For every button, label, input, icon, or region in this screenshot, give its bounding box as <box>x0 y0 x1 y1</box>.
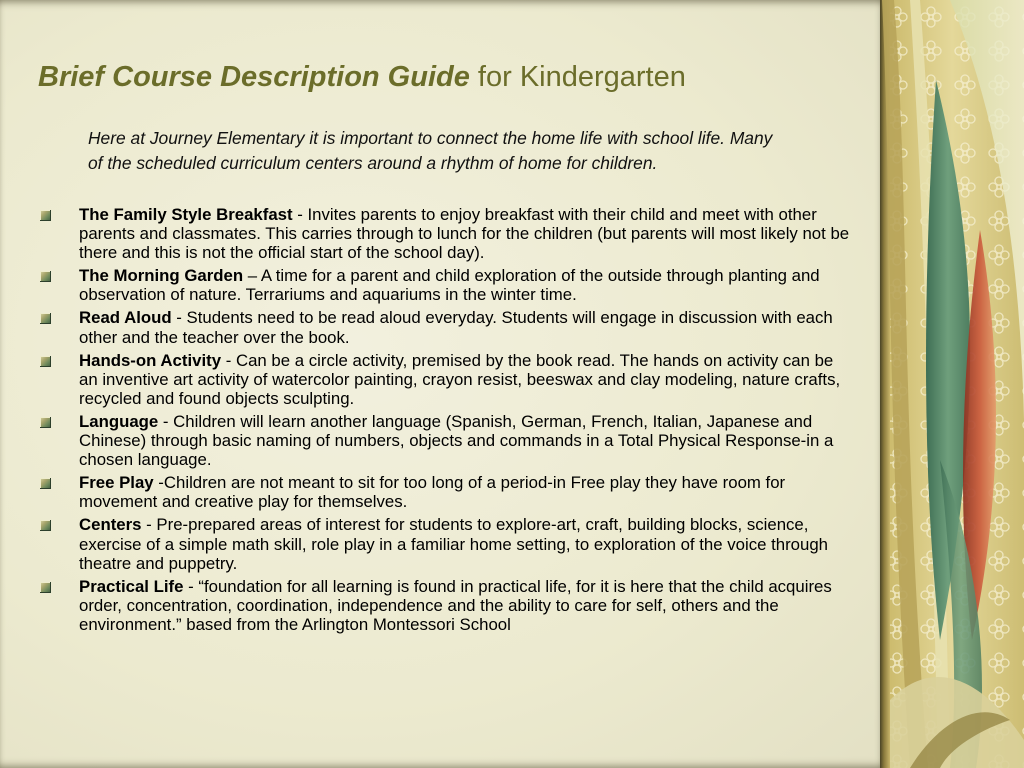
bullet-text: - Students need to be read aloud everyday. Students will engage in discussion with each other and the teacher over the book. <box>79 308 833 347</box>
decorative-side-panel <box>880 0 1024 768</box>
bullet-square-icon <box>40 313 51 324</box>
bullet-item <box>40 515 850 572</box>
bullet-term: Read Aloud <box>79 308 172 328</box>
bullet-square-icon <box>40 356 51 367</box>
decorative-leaves-icon <box>880 0 1024 768</box>
bullet-item <box>40 412 850 469</box>
bullet-square-icon <box>40 210 51 221</box>
bullet-term: Free Play <box>79 473 154 493</box>
bullet-square-icon <box>40 478 51 489</box>
title-sub: for Kindergarten <box>469 61 686 93</box>
intro-paragraph: Here at Journey Elementary it is important to connect the home life with school life. Many of the scheduled curriculum centers around a rhythm of home for children. <box>88 128 773 173</box>
bullet-text: – A time for a parent and child exploration of the outside through planting and observation of nature. Terrariums and aquariums in the winter time. <box>79 266 820 305</box>
bullet-term: The Morning Garden <box>79 266 244 286</box>
bullet-square-icon <box>40 417 51 428</box>
bullet-item <box>40 577 850 634</box>
bullet-term: Practical Life <box>79 576 184 596</box>
bullet-term: Centers <box>79 515 142 535</box>
bullet-item <box>40 308 850 346</box>
bullet-term: The Family Style Breakfast <box>79 205 293 224</box>
bullet-item <box>40 351 850 408</box>
bullet-text: - Children will learn another language (Spanish, German, French, Italian, Japanese and Chinese) through basic naming of numbers, objects and commands in a Total Physical Response-in a chosen language. <box>79 411 834 470</box>
bullet-item <box>40 473 850 511</box>
bullet-text: -Children are not meant to sit for too long of a period-in Free play they have room for movement and creative play for themselves. <box>79 473 786 512</box>
title-main: Brief Course Description Guide <box>38 61 470 93</box>
bullet-item <box>40 266 850 304</box>
bullet-term: Hands-on Activity <box>79 350 222 370</box>
bullet-text: - Can be a circle activity, premised by the book read. The hands on activity can be an inventive art activity of watercolor painting, crayon resist, beeswax and clay modeling, nature crafts, recycled and found objects sculpting. <box>79 350 841 408</box>
bullet-list <box>40 205 850 638</box>
bullet-text: - “foundation for all learning is found in practical life, for it is here that the child acquires order, concentration, coordination, independence and the ability to care for self, others and the environment.” based from the Arlington Montessori School <box>79 576 832 634</box>
bullet-square-icon <box>40 271 51 282</box>
bullet-text: - Invites parents to enjoy breakfast with their child and meet with other parents and classmates. This carries through to lunch for the children (but parents will most likely not be there and this is not the official start of the school day). <box>79 205 850 263</box>
bullet-square-icon <box>40 582 51 593</box>
bullet-item <box>40 205 850 262</box>
slide-title <box>38 58 838 96</box>
bullet-square-icon <box>40 520 51 531</box>
bullet-term: Language <box>79 411 159 431</box>
bullet-text: - Pre-prepared areas of interest for students to explore-art, craft, building blocks, science, exercise of a simple math skill, role play in a familiar home setting, to exploration of the voice through theatre and puppetry. <box>79 515 828 573</box>
